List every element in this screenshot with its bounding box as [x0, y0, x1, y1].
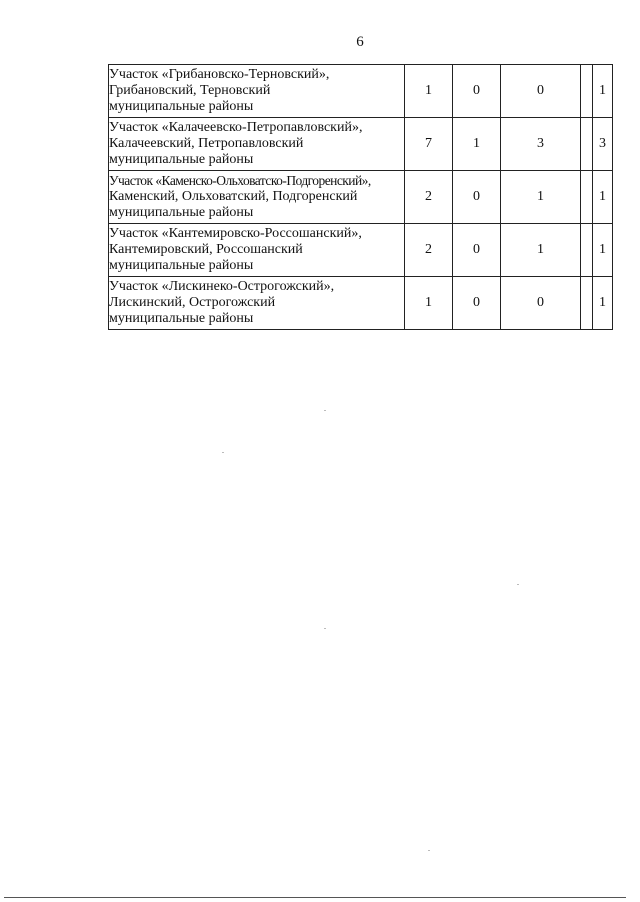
scan-speck — [517, 584, 519, 585]
page-number: 6 — [356, 34, 364, 50]
district-name-line: Участок «Калачеевско-Петропавловский», — [109, 120, 363, 135]
district-name-line: муниципальные районы — [109, 258, 254, 273]
district-name-line: Участок «Лискинеко-Острогожский», — [109, 279, 335, 294]
scan-speck — [428, 850, 430, 851]
value-cell-2: 0 — [453, 277, 501, 330]
value-cell-3: 3 — [501, 118, 581, 171]
district-name-cell — [109, 277, 405, 330]
column-gap — [581, 224, 593, 277]
value-cell-4: 1 — [593, 224, 613, 277]
value-cell-3: 0 — [501, 277, 581, 330]
district-name-line: Грибановский, Терновский — [109, 83, 271, 98]
district-name-line: муниципальные районы — [109, 152, 254, 167]
table-row — [109, 118, 613, 171]
district-name-line: Участок «Грибановско-Терновский», — [109, 67, 330, 82]
value-cell-2: 0 — [453, 171, 501, 224]
district-name-cell — [109, 65, 405, 118]
district-name-cell — [109, 224, 405, 277]
value-cell-4: 1 — [593, 65, 613, 118]
column-gap — [581, 171, 593, 224]
value-cell-3: 1 — [501, 171, 581, 224]
value-cell-1: 7 — [405, 118, 453, 171]
district-name-line: Лискинский, Острогожский — [109, 295, 276, 310]
value-cell-2: 0 — [453, 65, 501, 118]
table-row — [109, 224, 613, 277]
value-cell-3: 1 — [501, 224, 581, 277]
value-cell-3: 0 — [501, 65, 581, 118]
scan-speck — [324, 410, 326, 411]
district-name-line: Калачеевский, Петропавловский — [109, 136, 304, 151]
value-cell-1: 1 — [405, 277, 453, 330]
table-row — [109, 171, 613, 224]
district-name-line: муниципальные районы — [109, 99, 254, 114]
value-cell-2: 1 — [453, 118, 501, 171]
district-name-line: Участок «Каменско-Ольховатско-Подгоренский», — [109, 173, 371, 188]
footer-rule — [4, 897, 626, 898]
district-name-line: Участок «Кантемировско-Россошанский», — [109, 226, 362, 241]
table-row — [109, 277, 613, 330]
value-cell-1: 2 — [405, 224, 453, 277]
table-row — [109, 65, 613, 118]
column-gap — [581, 277, 593, 330]
district-name-cell — [109, 171, 405, 224]
value-cell-2: 0 — [453, 224, 501, 277]
scan-speck — [222, 452, 224, 453]
district-name-line: Каменский, Ольховатский, Подгоренский — [109, 189, 358, 204]
district-name-line: Кантемировский, Россошанский — [109, 242, 303, 257]
districts-table — [108, 64, 613, 330]
district-name-line: муниципальные районы — [109, 205, 254, 220]
district-name-line: муниципальные районы — [109, 311, 254, 326]
column-gap — [581, 65, 593, 118]
value-cell-4: 3 — [593, 118, 613, 171]
value-cell-4: 1 — [593, 277, 613, 330]
column-gap — [581, 118, 593, 171]
value-cell-1: 2 — [405, 171, 453, 224]
district-name-cell — [109, 118, 405, 171]
value-cell-1: 1 — [405, 65, 453, 118]
value-cell-4: 1 — [593, 171, 613, 224]
scan-speck — [324, 628, 326, 629]
